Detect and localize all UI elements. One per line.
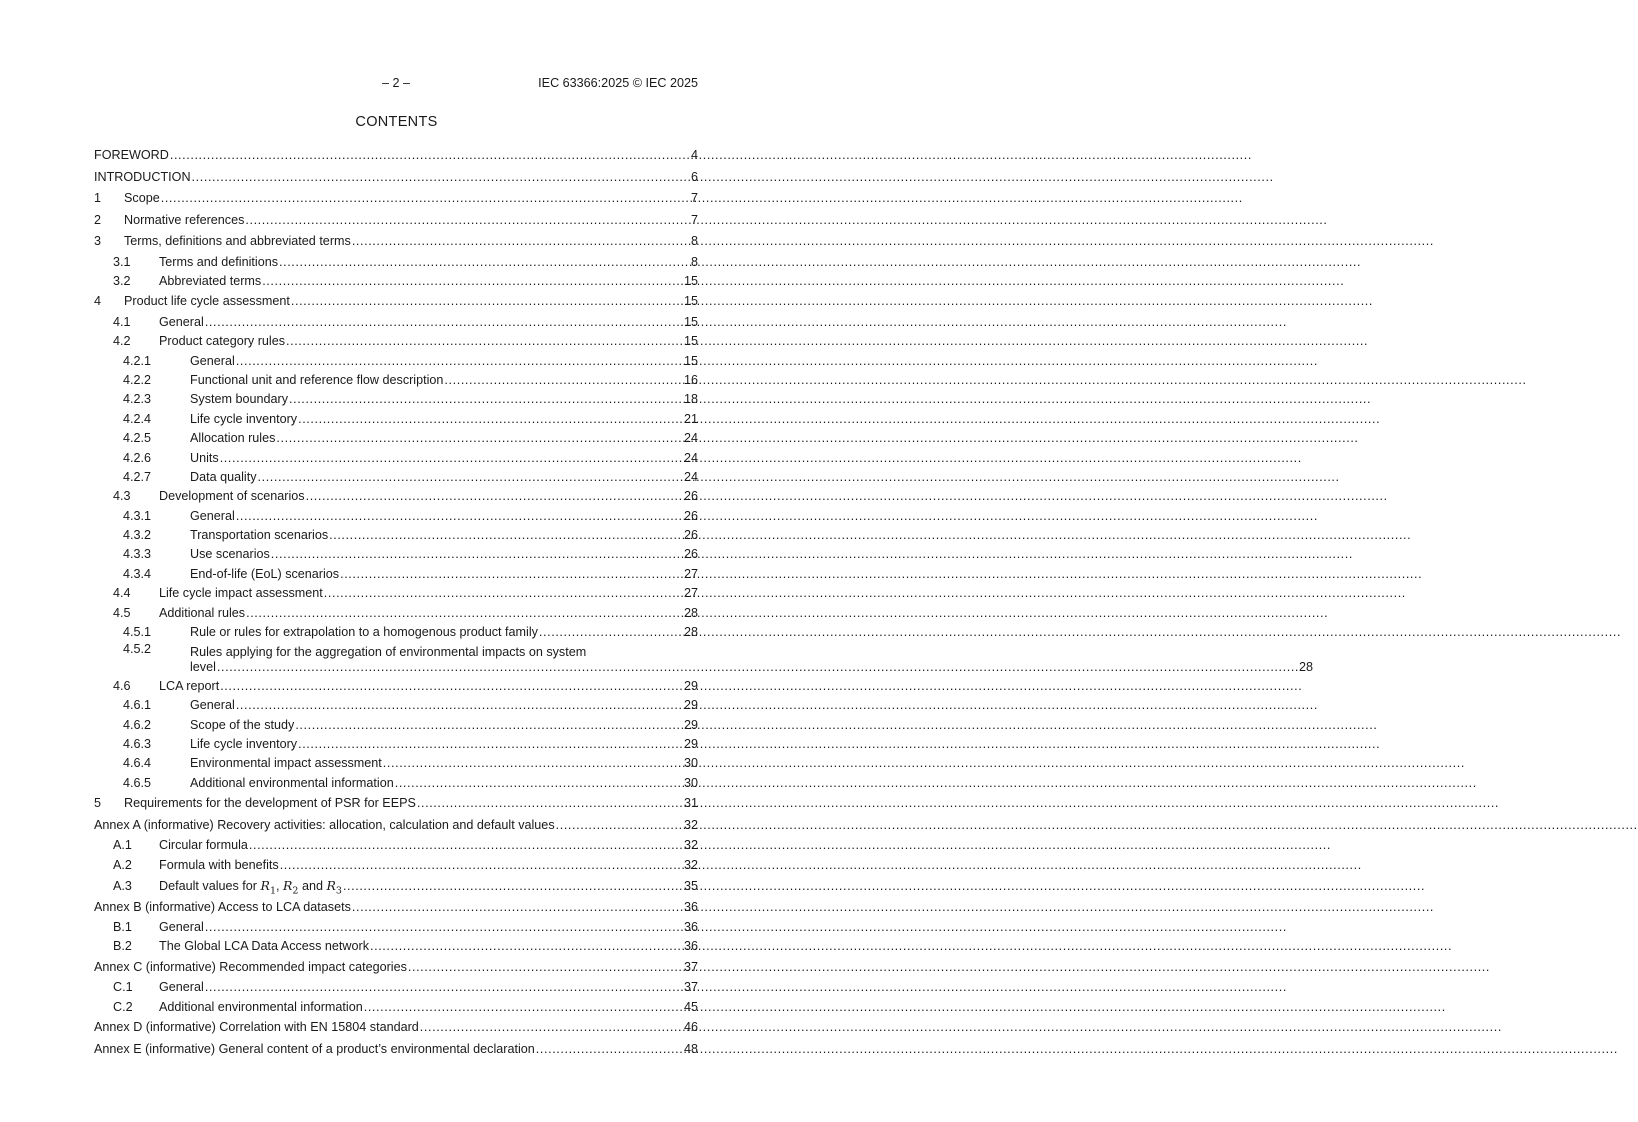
toc-entry-title: Life cycle inventory xyxy=(190,411,298,426)
toc-entry-number: 4.3.4 xyxy=(123,566,152,581)
toc-entry-title: Annex B (informative) Access to LCA datasets xyxy=(94,899,351,914)
dot-leader xyxy=(535,1039,684,1061)
toc-entry[interactable] xyxy=(94,774,698,793)
toc-entry[interactable] xyxy=(94,487,698,506)
toc-entry[interactable] xyxy=(94,696,698,715)
toc-entry-title-prefix: Default values for xyxy=(159,879,261,894)
toc-entry-page: 26 xyxy=(683,547,698,562)
toc-entry[interactable] xyxy=(94,371,698,390)
toc-entry-title: Annex E (informative) General content of a product’s environmental declaration xyxy=(94,1041,535,1056)
toc-entry-page: 26 xyxy=(683,508,698,523)
toc-entry-page: 37 xyxy=(683,980,698,995)
toc-entry-title: LCA report xyxy=(159,678,220,693)
toc-entry[interactable] xyxy=(94,584,698,603)
toc-entry-title: Additional environmental information xyxy=(159,999,363,1014)
toc-entry-number: 4.2.2 xyxy=(123,372,152,387)
toc-entry-number: 2 xyxy=(94,212,102,227)
toc-entry[interactable] xyxy=(94,642,1314,677)
toc-entry-number: 4.3.2 xyxy=(123,528,152,543)
toc-entry[interactable] xyxy=(94,978,698,997)
standard-identifier: IEC 63366:2025 © IEC 2025 xyxy=(538,76,698,90)
toc-entry[interactable] xyxy=(94,754,698,773)
toc-entry[interactable] xyxy=(94,937,698,956)
toc-entry[interactable] xyxy=(94,836,698,855)
dot-leader xyxy=(382,754,684,773)
toc-entry-page: 30 xyxy=(683,756,698,771)
toc-entry-number: 4.3.3 xyxy=(123,547,152,562)
toc-entry-number: 4.5 xyxy=(113,605,131,620)
toc-entry-title: Annex C (informative) Recommended impact categories xyxy=(94,959,407,974)
dot-leader xyxy=(275,429,684,448)
dot-leader xyxy=(351,231,691,253)
toc-entry-page: 15 xyxy=(683,294,698,309)
toc-entry-title: Terms and definitions xyxy=(159,254,279,269)
toc-entry-page: 35 xyxy=(683,879,698,894)
toc-entry-number: 4.4 xyxy=(113,586,131,601)
toc-entry-title: General xyxy=(190,353,235,368)
toc-entry-page: 7 xyxy=(690,212,698,227)
toc-entry-title: Formula with benefits xyxy=(159,857,279,872)
toc-entry[interactable] xyxy=(94,998,698,1017)
toc-entry-page: 15 xyxy=(683,334,698,349)
toc-entry-page: 48 xyxy=(683,1041,698,1056)
toc-entry-page: 27 xyxy=(683,566,698,581)
dot-leader xyxy=(169,145,691,167)
toc-entry-number: B.2 xyxy=(113,939,132,954)
dot-leader xyxy=(219,677,684,696)
toc-entry-number: 1 xyxy=(94,191,102,205)
toc-entry-number: 3 xyxy=(94,234,102,248)
dot-leader xyxy=(328,526,684,545)
toc-entry[interactable] xyxy=(94,352,698,371)
toc-entry[interactable] xyxy=(94,793,698,815)
dot-leader xyxy=(305,487,684,506)
dot-leader xyxy=(235,696,684,715)
dot-leader xyxy=(369,937,684,956)
toc-entry[interactable] xyxy=(94,429,698,448)
toc-entry-page: 45 xyxy=(683,999,698,1014)
toc-entry[interactable] xyxy=(94,565,698,584)
toc-entry[interactable] xyxy=(94,313,698,332)
toc-entry-title: Life cycle impact assessment xyxy=(159,586,323,601)
dot-leader xyxy=(323,584,684,603)
toc-entry[interactable] xyxy=(94,272,698,291)
toc-entry[interactable] xyxy=(94,253,698,272)
toc-entry-number: 4.6.4 xyxy=(123,756,152,771)
math-subscript: 2 xyxy=(292,885,299,897)
toc-entry[interactable] xyxy=(94,875,698,897)
toc-entry-title: FOREWORD xyxy=(94,148,169,162)
toc-entry-page: 29 xyxy=(683,678,698,693)
dot-leader xyxy=(278,253,691,272)
toc-entry-title: Functional unit and reference flow description xyxy=(190,372,444,387)
dot-leader xyxy=(235,352,684,371)
page-header xyxy=(94,76,698,94)
dot-leader xyxy=(443,371,684,390)
toc-entry-page: 6 xyxy=(690,169,698,184)
toc-entry-page: 24 xyxy=(683,431,698,446)
toc-entry-page: 30 xyxy=(683,775,698,790)
toc-entry[interactable] xyxy=(94,918,698,937)
dot-leader xyxy=(555,815,684,837)
dot-leader xyxy=(416,793,684,815)
toc-entry[interactable] xyxy=(94,856,698,875)
dot-leader xyxy=(407,957,684,979)
dot-leader xyxy=(257,468,684,487)
table-of-contents xyxy=(94,145,1314,1060)
toc-entry-title: Rules applying for the aggregation of environmental impacts on system xyxy=(190,645,587,660)
dot-leader xyxy=(219,449,684,468)
toc-entry-number: 4.6.2 xyxy=(123,717,152,732)
toc-entry[interactable] xyxy=(94,332,698,351)
toc-entry-title: INTRODUCTION xyxy=(94,169,191,184)
dot-leader xyxy=(204,313,684,332)
toc-entry-title: Life cycle inventory xyxy=(190,737,298,752)
toc-entry[interactable] xyxy=(94,390,698,409)
toc-entry[interactable] xyxy=(94,623,698,642)
toc-entry-number: 4.2 xyxy=(113,334,131,349)
toc-entry-title: General xyxy=(159,920,204,935)
toc-entry-title-connector: and xyxy=(298,879,327,894)
toc-entry-title: General xyxy=(190,508,235,523)
toc-entry-number: 4.6 xyxy=(113,678,131,693)
toc-entry[interactable] xyxy=(94,1039,698,1061)
toc-entry-number: A.3 xyxy=(113,879,132,894)
math-variable: R xyxy=(326,878,336,894)
toc-entry-title: Normative references xyxy=(124,212,245,227)
toc-entry-number: 4.2.5 xyxy=(123,431,152,446)
toc-entry-number: 4.6.3 xyxy=(123,737,152,752)
toc-entry-page: 26 xyxy=(683,528,698,543)
toc-entry-title: Annex A (informative) Recovery activities: allocation, calculation and default values xyxy=(94,817,555,832)
toc-entry-page: 32 xyxy=(683,857,698,872)
dot-leader xyxy=(270,545,684,564)
toc-entry-title: Units xyxy=(190,450,219,465)
toc-entry-number: 4 xyxy=(94,294,102,309)
toc-entry[interactable] xyxy=(94,716,698,735)
toc-entry-title: Rule or rules for extrapolation to a homogenous product family xyxy=(190,625,538,640)
dot-leader xyxy=(191,167,691,189)
toc-entry-page: 16 xyxy=(683,372,698,387)
toc-entry-title: Allocation rules xyxy=(190,431,276,446)
dot-leader xyxy=(363,998,684,1017)
toc-entry-number: 3.2 xyxy=(113,273,131,288)
toc-entry-number: 4.5.2 xyxy=(123,642,152,657)
toc-entry[interactable] xyxy=(94,291,698,313)
toc-entry[interactable] xyxy=(94,507,698,526)
math-variable: R xyxy=(282,878,293,894)
toc-entry-title: Default values for $R_1$, $R_2$ and $R_3$ xyxy=(159,878,342,897)
toc-entry-title: Additional environmental information xyxy=(190,775,394,790)
toc-entry-title: The Global LCA Data Access network xyxy=(159,939,369,954)
dot-leader xyxy=(216,660,1299,675)
toc-entry-number: 4.2.7 xyxy=(123,469,152,484)
toc-entry[interactable] xyxy=(94,188,698,210)
toc-entry-wrapped-title xyxy=(190,642,1313,675)
toc-entry-title: Data quality xyxy=(190,469,257,484)
toc-entry-number: 4.2.1 xyxy=(123,353,152,368)
dot-leader xyxy=(248,836,684,855)
toc-entry-number: 4.1 xyxy=(113,314,131,329)
toc-entry-page: 15 xyxy=(683,353,698,368)
toc-entry-title: Development of scenarios xyxy=(159,489,305,504)
toc-entry-title: Terms, definitions and abbreviated terms xyxy=(124,234,351,248)
toc-entry[interactable] xyxy=(94,145,698,167)
toc-entry-page: 28 xyxy=(683,605,698,620)
toc-entry-page: 29 xyxy=(683,737,698,752)
dot-leader xyxy=(419,1017,684,1039)
toc-entry-number: 4.2.4 xyxy=(123,411,152,426)
toc-entry-number: 4.6.5 xyxy=(123,775,152,790)
toc-entry-number: 4.6.1 xyxy=(123,698,152,713)
toc-entry[interactable] xyxy=(94,604,698,623)
toc-entry-page: 28 xyxy=(1299,660,1314,675)
toc-entry-title-continued: level xyxy=(190,660,216,675)
toc-entry-title: General xyxy=(190,698,235,713)
toc-entry-number: B.1 xyxy=(113,920,132,935)
toc-entry[interactable] xyxy=(94,526,698,545)
toc-entry[interactable] xyxy=(94,1017,698,1039)
toc-entry-page: 29 xyxy=(683,698,698,713)
dot-leader xyxy=(261,272,684,291)
toc-entry-number: 5 xyxy=(94,796,102,811)
dot-leader xyxy=(297,410,684,429)
toc-entry[interactable] xyxy=(94,210,698,232)
dot-leader xyxy=(394,774,684,793)
toc-entry-title: Annex D (informative) Correlation with EN 15804 standard xyxy=(94,1020,419,1035)
toc-entry-number: 4.3 xyxy=(113,489,131,504)
toc-entry-number: 4.2.3 xyxy=(123,392,152,407)
dot-leader xyxy=(235,507,684,526)
toc-entry-title: Scope xyxy=(124,191,160,205)
toc-entry[interactable] xyxy=(94,449,698,468)
toc-entry-page: 18 xyxy=(683,392,698,407)
toc-entry[interactable] xyxy=(94,677,698,696)
toc-entry-number: 4.5.1 xyxy=(123,625,152,640)
toc-entry-page: 31 xyxy=(683,796,698,811)
dot-leader xyxy=(288,390,684,409)
dot-leader xyxy=(538,623,684,642)
toc-entry-page: 37 xyxy=(683,959,698,974)
toc-entry-number: C.2 xyxy=(113,999,133,1014)
toc-entry-title: Product category rules xyxy=(159,334,285,349)
toc-entry-title: Scope of the study xyxy=(190,717,295,732)
toc-entry-title: Use scenarios xyxy=(190,547,270,562)
dot-leader xyxy=(279,856,684,875)
toc-entry-number: 3.1 xyxy=(113,254,131,269)
dot-leader xyxy=(290,291,684,313)
toc-entry-page: 36 xyxy=(683,939,698,954)
toc-entry[interactable] xyxy=(94,167,698,189)
dot-leader xyxy=(285,332,684,351)
dot-leader xyxy=(342,876,684,898)
toc-entry-title: Requirements for the development of PSR for EEPS xyxy=(124,796,416,811)
dot-leader xyxy=(160,188,691,210)
toc-entry-page: 32 xyxy=(683,817,698,832)
math-subscript: 1 xyxy=(269,885,276,897)
toc-entry[interactable] xyxy=(94,410,698,429)
toc-entry-page: 36 xyxy=(683,899,698,914)
toc-entry-title: Transportation scenarios xyxy=(190,528,329,543)
dot-leader xyxy=(244,210,691,232)
toc-entry-page: 4 xyxy=(690,148,698,162)
toc-entry[interactable] xyxy=(94,735,698,754)
page-number: – 2 – xyxy=(381,76,410,90)
dot-leader xyxy=(245,604,684,623)
toc-entry-page: 15 xyxy=(683,273,698,288)
toc-entry[interactable] xyxy=(94,545,698,564)
toc-entry-title: Environmental impact assessment xyxy=(190,756,382,771)
toc-entry-page: 26 xyxy=(683,489,698,504)
dot-leader xyxy=(204,978,684,997)
toc-entry-number: A.1 xyxy=(113,838,132,853)
toc-entry-number: A.2 xyxy=(113,857,132,872)
toc-entry-number: 4.3.1 xyxy=(123,508,152,523)
dot-leader xyxy=(204,918,684,937)
toc-entry-page: 24 xyxy=(683,450,698,465)
toc-entry-title: System boundary xyxy=(190,392,289,407)
toc-entry-title: End-of-life (EoL) scenarios xyxy=(190,566,340,581)
dot-leader xyxy=(294,716,684,735)
toc-entry-title: Abbreviated terms xyxy=(159,273,262,288)
toc-entry-page: 7 xyxy=(690,191,698,205)
toc-entry[interactable] xyxy=(94,468,698,487)
toc-entry-number: 4.2.6 xyxy=(123,450,152,465)
toc-entry-page: 8 xyxy=(690,234,698,248)
dot-leader xyxy=(297,735,684,754)
math-subscript: 3 xyxy=(335,885,342,897)
toc-entry-page: 46 xyxy=(683,1020,698,1035)
toc-entry[interactable] xyxy=(94,957,698,979)
toc-entry-page: 24 xyxy=(683,469,698,484)
toc-entry[interactable] xyxy=(94,231,698,253)
toc-entry-title: General xyxy=(159,314,204,329)
toc-entry-page: 21 xyxy=(683,411,698,426)
toc-entry-title: Additional rules xyxy=(159,605,246,620)
dot-leader xyxy=(351,897,684,919)
math-variable: R xyxy=(260,878,270,894)
toc-entry-page: 36 xyxy=(683,920,698,935)
toc-entry-page: 29 xyxy=(683,717,698,732)
toc-entry-title: Circular formula xyxy=(159,838,248,853)
toc-entry-title: Product life cycle assessment xyxy=(124,294,290,309)
toc-entry[interactable] xyxy=(94,815,698,837)
toc-entry[interactable] xyxy=(94,897,698,919)
toc-entry-page: 27 xyxy=(683,586,698,601)
toc-entry-page: 28 xyxy=(683,625,698,640)
toc-entry-title: General xyxy=(159,980,204,995)
toc-entry-page: 8 xyxy=(690,254,698,269)
toc-entry-page: 32 xyxy=(683,838,698,853)
dot-leader xyxy=(339,565,684,584)
page-title: CONTENTS xyxy=(355,114,438,130)
toc-entry-page: 15 xyxy=(683,314,698,329)
toc-entry-number: C.1 xyxy=(113,980,133,995)
